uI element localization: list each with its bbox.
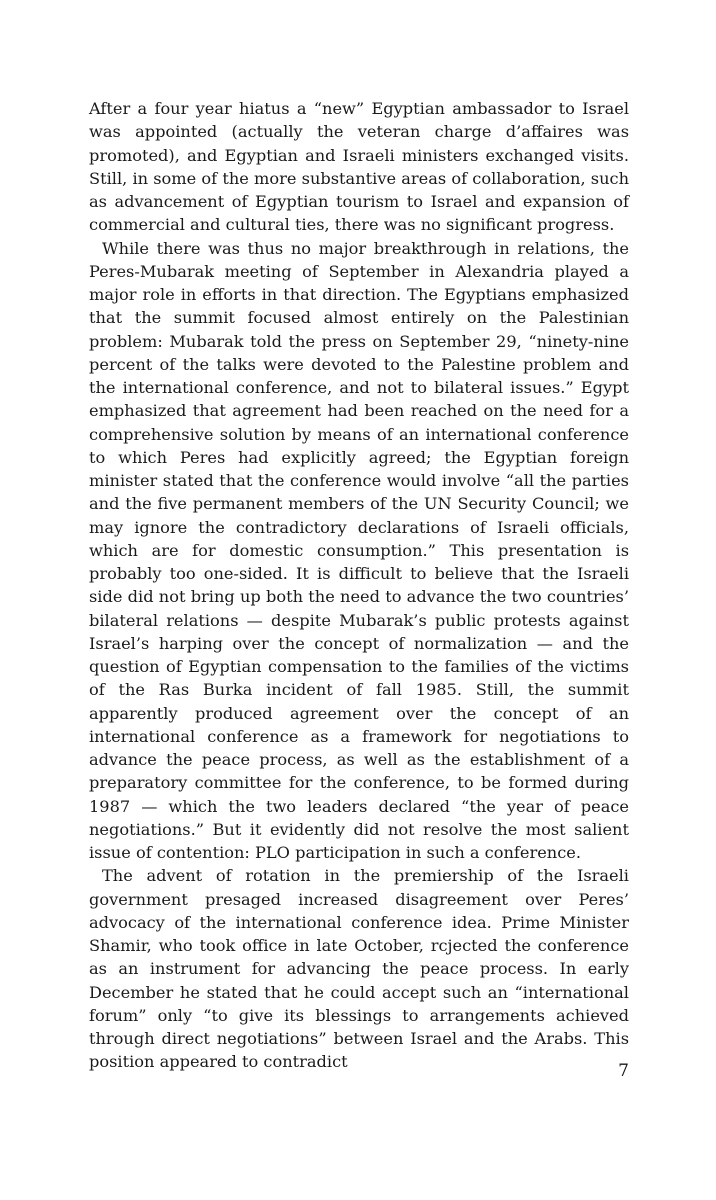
paragraph-2: While there was thus no major breakthrough in relations, the Peres-Mubarak meeting of September in Alexandria played a major role in efforts in that direction. The Egyptians emphasized that the summit focused almost entirely on the Palestinian problem: Mubarak told the press on September 29, “ninety-nine percent of the talks were devoted to the Palestine problem and the international conference, and not to bilateral issues.” Egypt emphasized that agreement had been reached on the need for a comprehensive solution by means of an international conference to which Peres had explicitly agreed; the Egyptian foreign minister stated that the conference would involve “all the parties and the five permanent members of the UN Security Council; we may ignore the contradictory declarations of Israeli officials, which are for domestic consumption.” This presentation is probably too one-sided. It is difficult to believe that the Israeli side did not bring up both the need to advance the two countries’ bilateral relations — despite Mubarak’s public protests against Israel’s harping over the concept of normalization — and the question of Egyptian compensation to the families of the victims of the Ras Burka incident of fall 1985. Still, the summit apparently produced agreement over the concept of an international conference as a framework for negotiations to advance the peace process, as well as the establishment of a preparatory committee for the conference, to be formed during 1987 — which the two leaders declared “the year of peace negotiations.” But it evidently did not resolve the most salient issue of contention: PLO participation in such a conference. [89,238,629,862]
page-number: 7 [618,1061,629,1081]
paragraph-3: The advent of rotation in the premiership of the Israeli government presaged increased disagreement over Peres’ advocacy of the international conference idea. Prime Minister Shamir, who took office in late October, rcjected the conference as an instrument for advancing the peace process. In early December he stated that he could accept such an “international forum” only “to give its blessings to arrangements achieved through direct negotiations” between Israel and the Arabs. This position appeared to contradict [89,866,629,1072]
paragraph-1: After a four year hiatus a “new” Egyptian ambassador to Israel was appointed (actually the veteran charge d’affaires was promoted), and Egyptian and Israeli ministers exchanged visits. Still, in some of the more substantive areas of collaboration, such as advancement of Egyptian tourism to Israel and expansion of commercial and cultural ties, there was no significant progress. [89,99,629,235]
body-text [89,97,629,1074]
